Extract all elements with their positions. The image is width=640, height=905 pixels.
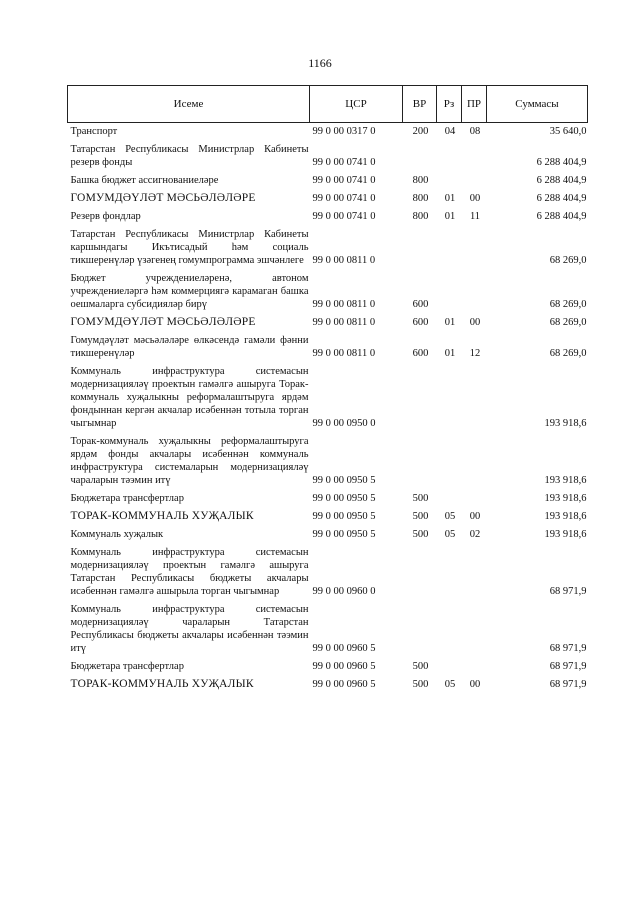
table-row	[68, 544, 588, 601]
cell-name: ГОМУМДӘҮЛӘТ МӘСЬӘЛӘЛӘРЕ	[70, 192, 256, 204]
cell-rz	[437, 270, 462, 314]
table-row	[68, 226, 588, 270]
header-csr: ЦСР	[310, 86, 403, 123]
cell-vr	[403, 226, 437, 270]
cell-csr: 99 0 00 0741 0	[312, 211, 376, 222]
cell-sum: 68 269,0	[549, 348, 587, 359]
table-row	[68, 208, 588, 226]
cell-vr: 800	[412, 211, 429, 222]
cell-sum: 193 918,6	[544, 511, 587, 522]
cell-rz	[437, 601, 462, 658]
cell-name: Коммуналь инфраструктура системасын модернизацияләү проектын гамәлгә ашыруга Торак-коммуналь хуҗалыкны реформалаштыруга ярдәм фондыннан кергән акчалар исәбеннән тотыла торган чыгымнар	[70, 366, 309, 429]
cell-vr: 500	[412, 661, 429, 672]
page-number: 1166	[308, 56, 332, 70]
cell-vr	[403, 544, 437, 601]
cell-pr: 00	[469, 511, 481, 522]
cell-rz: 05	[444, 529, 456, 540]
table-row	[68, 526, 588, 544]
cell-rz	[437, 363, 462, 433]
table-row	[68, 190, 588, 208]
cell-rz	[437, 658, 462, 676]
cell-vr: 600	[412, 348, 429, 359]
cell-rz	[437, 433, 462, 490]
cell-sum: 68 971,9	[549, 643, 587, 654]
cell-name: ТОРАК-КОММУНАЛЬ ХУҖАЛЫК	[70, 510, 254, 522]
cell-sum: 68 269,0	[549, 299, 587, 310]
cell-sum: 6 288 404,9	[536, 193, 587, 204]
cell-rz	[437, 172, 462, 190]
cell-rz	[437, 490, 462, 508]
cell-name: Резерв фондлар	[70, 211, 141, 222]
header-rz: Рз	[437, 86, 462, 123]
cell-name: ТОРАК-КОММУНАЛЬ ХУҖАЛЫК	[70, 678, 254, 690]
cell-vr	[403, 141, 437, 172]
table-row	[68, 270, 588, 314]
cell-vr: 600	[412, 299, 429, 310]
table-row	[68, 141, 588, 172]
cell-csr: 99 0 00 0950 0	[312, 418, 376, 429]
table-row	[68, 123, 588, 142]
cell-csr: 99 0 00 0811 0	[312, 317, 376, 328]
table-body	[68, 123, 588, 695]
cell-vr: 500	[412, 511, 429, 522]
cell-vr	[403, 363, 437, 433]
cell-sum: 35 640,0	[549, 126, 587, 137]
cell-rz: 01	[444, 193, 456, 204]
cell-sum: 68 269,0	[549, 317, 587, 328]
cell-pr: 02	[469, 529, 481, 540]
table-row	[68, 508, 588, 526]
cell-pr	[462, 490, 487, 508]
cell-csr: 99 0 00 0960 0	[312, 586, 376, 597]
cell-pr	[462, 141, 487, 172]
cell-vr: 500	[412, 529, 429, 540]
cell-rz	[437, 226, 462, 270]
table-row	[68, 363, 588, 433]
table-header-row	[68, 86, 588, 123]
budget-table	[67, 85, 588, 694]
cell-name: ГОМУМДӘҮЛӘТ МӘСЬӘЛӘЛӘРЕ	[70, 316, 256, 328]
cell-sum: 6 288 404,9	[536, 175, 587, 186]
cell-rz	[437, 141, 462, 172]
cell-pr	[462, 270, 487, 314]
cell-pr	[462, 601, 487, 658]
cell-pr: 00	[469, 679, 481, 690]
cell-pr: 00	[469, 193, 481, 204]
cell-name: Башка бюджет ассигнованиеләре	[70, 175, 219, 186]
cell-csr: 99 0 00 0960 5	[312, 643, 376, 654]
cell-pr: 12	[469, 348, 481, 359]
cell-rz: 04	[444, 126, 456, 137]
table-row	[68, 314, 588, 332]
cell-name: Коммуналь хуҗалык	[70, 529, 164, 540]
cell-sum: 6 288 404,9	[536, 157, 587, 168]
cell-rz	[437, 544, 462, 601]
cell-sum: 193 918,6	[544, 493, 587, 504]
cell-name: Торак-коммуналь хуҗалыкны реформалаштыруга ярдәм фонды акчалары исәбеннән коммуналь инфраструктура системаларын модернизацияләү чараларын тәэмин итү	[70, 436, 309, 486]
cell-csr: 99 0 00 0960 5	[312, 679, 376, 690]
cell-csr: 99 0 00 0950 5	[312, 493, 376, 504]
cell-sum: 68 269,0	[549, 255, 587, 266]
cell-pr: 00	[469, 317, 481, 328]
cell-sum: 193 918,6	[544, 529, 587, 540]
table-row	[68, 332, 588, 363]
cell-name: Бюджетара трансфертлар	[70, 493, 184, 504]
cell-pr	[462, 433, 487, 490]
cell-name: Татарстан Республикасы Министрлар Кабинеты резерв фонды	[70, 144, 309, 168]
cell-name: Коммуналь инфраструктура системасын модернизацияләү чараларын Татарстан Республикасы бюджеты акчалары исәбеннән тәэмин итү	[70, 604, 309, 654]
cell-pr: 08	[469, 126, 481, 137]
cell-csr: 99 0 00 0317 0	[312, 126, 376, 137]
cell-vr: 200	[412, 126, 429, 137]
cell-sum: 193 918,6	[544, 418, 587, 429]
cell-pr	[462, 172, 487, 190]
cell-csr: 99 0 00 0950 5	[312, 475, 376, 486]
header-sum: Суммасы	[487, 86, 588, 123]
cell-rz: 01	[444, 317, 456, 328]
cell-vr: 800	[412, 175, 429, 186]
cell-pr	[462, 226, 487, 270]
header-name: Исеме	[68, 86, 310, 123]
cell-vr: 800	[412, 193, 429, 204]
cell-csr: 99 0 00 0811 0	[312, 299, 376, 310]
cell-csr: 99 0 00 0811 0	[312, 255, 376, 266]
cell-pr	[462, 544, 487, 601]
cell-vr: 500	[412, 493, 429, 504]
cell-rz: 05	[444, 511, 456, 522]
cell-name: Коммуналь инфраструктура системасын модернизацияләү проектын гамәлгә ашыруга Татарстан Республикасы бюджеты акчалары исәбеннән гамәлгә ашырыла торган чыгымнар	[70, 547, 309, 597]
cell-name: Бюджет учреждениеләренә, автоном учреждениеләргә һәм коммерциягә карамаган башка оешмаларга субсидияләр бирү	[70, 273, 309, 310]
header-pr: ПР	[462, 86, 487, 123]
cell-name: Гомумдәүләт мәсьәләләре өлкәсендә гамәли фәнни тикшеренүләр	[70, 335, 309, 359]
cell-csr: 99 0 00 0741 0	[312, 193, 376, 204]
cell-pr	[462, 658, 487, 676]
cell-sum: 6 288 404,9	[536, 211, 587, 222]
cell-sum: 68 971,9	[549, 679, 587, 690]
cell-csr: 99 0 00 0950 5	[312, 511, 376, 522]
cell-name: Бюджетара трансфертлар	[70, 661, 184, 672]
cell-name: Транспорт	[70, 126, 118, 137]
cell-pr: 11	[469, 211, 481, 222]
cell-csr: 99 0 00 0960 5	[312, 661, 376, 672]
cell-rz: 01	[444, 348, 456, 359]
cell-vr: 600	[412, 317, 429, 328]
cell-rz: 05	[444, 679, 456, 690]
cell-sum: 68 971,9	[549, 586, 587, 597]
cell-pr	[462, 363, 487, 433]
cell-csr: 99 0 00 0741 0	[312, 157, 376, 168]
cell-csr: 99 0 00 0741 0	[312, 175, 376, 186]
cell-vr: 500	[412, 679, 429, 690]
cell-csr: 99 0 00 0950 5	[312, 529, 376, 540]
cell-csr: 99 0 00 0811 0	[312, 348, 376, 359]
cell-sum: 193 918,6	[544, 475, 587, 486]
header-vr: ВР	[403, 86, 437, 123]
cell-sum: 68 971,9	[549, 661, 587, 672]
cell-rz: 01	[444, 211, 456, 222]
cell-name: Татарстан Республикасы Министрлар Кабинеты каршындагы Икътисадый һәм социаль тикшеренүләр үзәгенең гомумпрограмма эшчәнлеге	[70, 229, 309, 266]
table-row	[68, 490, 588, 508]
table-row	[68, 433, 588, 490]
cell-vr	[403, 601, 437, 658]
table-row	[68, 658, 588, 676]
table-row	[68, 172, 588, 190]
cell-vr	[403, 433, 437, 490]
table-row	[68, 676, 588, 694]
table-row	[68, 601, 588, 658]
